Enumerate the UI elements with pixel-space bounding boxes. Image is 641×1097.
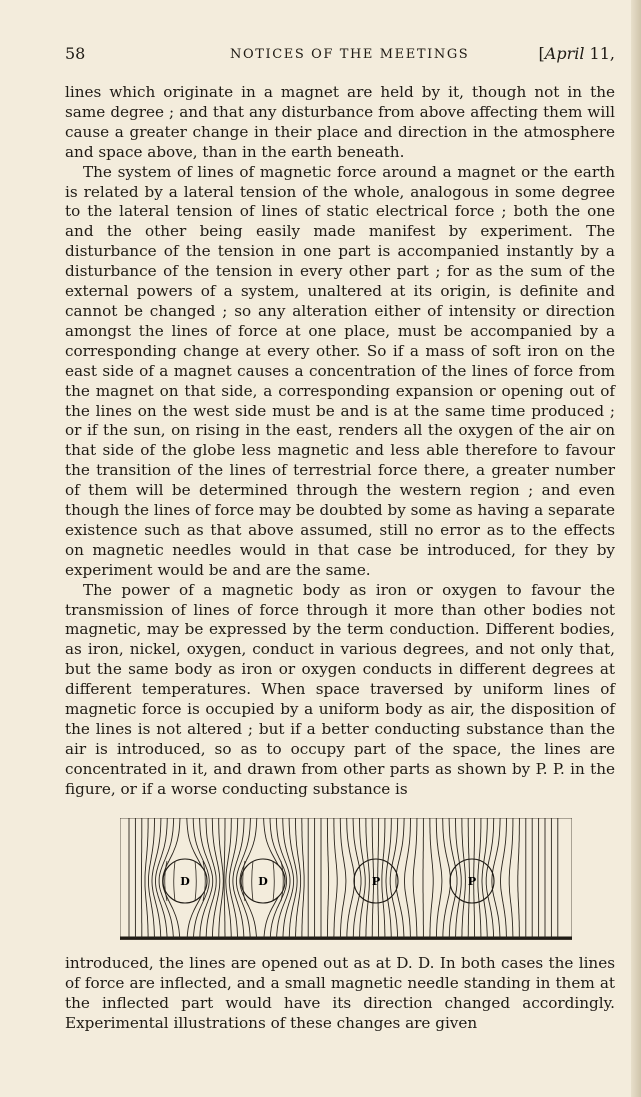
page-number: 58 xyxy=(65,44,86,63)
field-line xyxy=(443,818,451,938)
field-line xyxy=(347,818,355,938)
running-header xyxy=(65,44,615,68)
figure-label-d1: D xyxy=(180,875,190,888)
field-line xyxy=(360,818,366,938)
field-line xyxy=(334,818,337,938)
page-edge xyxy=(631,0,641,1097)
field-line xyxy=(149,818,155,938)
figure-label-p1: P xyxy=(371,875,381,888)
field-line xyxy=(436,818,442,938)
field-line xyxy=(340,818,346,938)
paragraph: The power of a magnetic body as iron or oxygen to favour the transmission of lines of force through it more than other bodies not magnetic, may be expressed by the term conduction. Different bodies, as iron, nickel, oxygen, conduct in various degrees, and not only that, but the same body as iron or oxygen conducts in different degrees at different temperatures. When space traversed by uniform lines of magnetic force is occupied by a uniform body as air, the disposition of the lines is not altered ; but if a better conducting substance than the air is introduced, so as to occupy part of the space, the lines are concentrated in it, and drawn from other parts as shown by P. P. in the figure, or if a worse conducting substance is xyxy=(65,580,615,798)
running-title: NOTICES OF THE MEETINGS xyxy=(230,47,470,62)
lines-of-force-figure xyxy=(120,818,572,940)
date-day: 11, xyxy=(584,44,615,63)
field-line xyxy=(478,818,481,938)
field-line xyxy=(486,818,494,938)
figure-label-d2: D xyxy=(258,875,268,888)
field-line xyxy=(302,818,304,938)
figure-svg xyxy=(120,818,572,940)
field-line xyxy=(382,818,385,938)
body-text xyxy=(65,83,615,800)
field-line xyxy=(509,818,513,938)
paragraph: The system of lines of magnetic force around a magnet or the earth is related by a lateral tension of the whole, analogous in some degree to the lateral tension of lines of static electrical force ; both the one and the other being easily made manifest by experiment. The disturbance of the tension in one part is accompanied instantly by a disturbance of the tension in every other part ; for as the sum of the external powers of a system, unaltered at its origin, is definite and cannot be changed ; so any alteration either of intensity or direction amongst the lines of force at one place, must be accompanied by a corresponding change at every other. So if a mass of soft iron on the east side of a magnet causes a concentration of the lines of force from the magnet on that side, a corresponding expansion or opening out of the lines on the west side must be and is at the same time produced ; or if the sun, on rising in the east, renders all the oxygen of the air on that side of the globe less magnetic and less able therefore to favour the transition of the lines of terrestrial force there, a greater number of them will be determined through the western region ; and even though the lines of force may be doubted by some as having a separate existence such as that above assumed, still no error as to the effects on magnetic needles would in that case be introduced, for they by experiment would be and are the same. xyxy=(65,162,615,579)
date-month: April xyxy=(544,44,585,63)
field-line xyxy=(366,818,370,938)
field-line xyxy=(518,818,520,938)
field-line xyxy=(413,818,417,938)
paragraph: introduced, the lines are opened out as at D. D. In both cases the lines of force are inflected, and a small magnetic needle standing in them at the inflected part would have its direction changed accordingly. Experimental illustrations of these changes are given xyxy=(65,954,615,1032)
field-line xyxy=(296,818,301,938)
field-line xyxy=(456,818,462,938)
field-line xyxy=(390,818,398,938)
field-line xyxy=(226,818,232,938)
figure-label-p2: P xyxy=(467,875,477,888)
field-line xyxy=(206,818,216,938)
field-line xyxy=(327,818,328,938)
after-figure-text xyxy=(65,954,615,1034)
field-line xyxy=(501,818,507,938)
header-date xyxy=(539,44,615,63)
field-line xyxy=(145,818,148,938)
date-bracket: [ xyxy=(538,44,545,63)
field-line xyxy=(462,818,466,938)
field-line xyxy=(430,818,433,938)
field-line xyxy=(405,818,411,938)
paragraph: lines which originate in a magnet are held by it, though not in the same degree ; and that any disturbance from above affecting them will cause a greater change in their place and direction in the atmosphere and space above, than in the earth beneath. xyxy=(65,83,615,161)
field-line xyxy=(224,818,225,938)
